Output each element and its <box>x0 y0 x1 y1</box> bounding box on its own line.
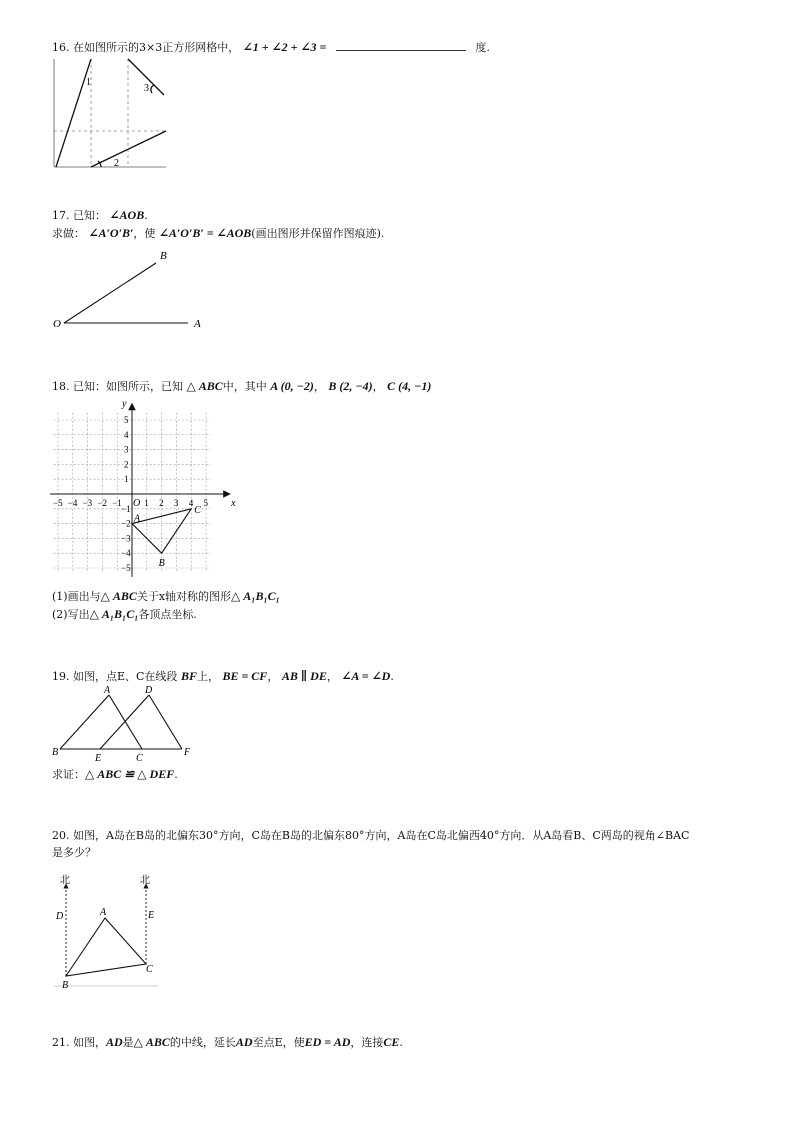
q18-x-axis-label: x <box>231 498 236 509</box>
q17-label-o: O <box>53 318 61 330</box>
q18-point-a-label: A <box>134 513 141 525</box>
q21-mid1: 是 <box>122 1036 134 1049</box>
q18-sep-2: ， <box>372 380 384 393</box>
q19-condition-2: AB ∥ DE <box>281 669 327 683</box>
q18-x-tick: −3 <box>82 498 93 508</box>
q18-x-tick: −5 <box>53 498 63 508</box>
q19-label-f: F <box>184 747 191 758</box>
q19-label-b: B <box>52 747 59 758</box>
q18-coordinate-plane <box>50 398 240 583</box>
q18-y-tick: −3 <box>121 533 131 544</box>
q19-end: . <box>390 670 394 683</box>
q21-prefix: 21. 如图， <box>52 1036 106 1049</box>
q16-expression: ∠1 + ∠2 + ∠3 = <box>242 40 327 54</box>
q17-line2-mid: ，使 <box>133 227 156 240</box>
q16-answer-blank[interactable] <box>336 40 466 51</box>
q19-sep-2: ， <box>326 670 338 683</box>
q16-label-3: 3 <box>144 83 149 94</box>
q20-north-right: 北 <box>140 875 150 886</box>
q18-y-tick: 3 <box>124 444 129 455</box>
q17-task-angle: ∠A′O′B′ <box>88 226 134 240</box>
q21-segment-ad: AD <box>106 1035 123 1049</box>
q18-triangle: △ ABC <box>186 379 223 393</box>
q18-point-b-label: B <box>158 558 165 570</box>
q21-end: . <box>399 1036 403 1049</box>
q17-given-angle: ∠AOB <box>109 208 145 222</box>
q18-x-tick: 3 <box>173 498 179 508</box>
q21-segment-ad-2: AD <box>235 1035 253 1049</box>
q18-y-axis-label: y <box>122 398 127 410</box>
q17-line1-suffix: . <box>144 209 148 222</box>
q17-angle-figure <box>48 245 218 335</box>
q20-label-d: D <box>56 911 64 922</box>
q17-task-label: 求做： <box>52 227 85 240</box>
q18-y-tick: −1 <box>121 503 131 514</box>
q18-x-tick: 5 <box>203 498 208 508</box>
q18-text <box>52 379 431 394</box>
q18-y-tick: −2 <box>121 518 131 529</box>
q20-line2: 是多少？ <box>52 846 96 859</box>
q16-suffix: 度. <box>475 41 490 54</box>
q19-prefix: 19. 如图，点E、C在线段 <box>52 670 178 683</box>
q18-x-tick: −2 <box>97 498 107 508</box>
q19-triangles-figure <box>50 683 200 763</box>
q18-x-tick: 4 <box>188 498 194 508</box>
q20-label-c: C <box>146 964 153 975</box>
q18-y-tick: −4 <box>121 548 131 559</box>
q18-part1-mid: 关于x轴对称的图形 <box>136 590 232 603</box>
q18-coord-c: C (4, −1) <box>387 379 432 393</box>
q17-line1 <box>52 208 148 223</box>
q19-condition-3: ∠A = ∠D <box>341 669 391 683</box>
q18-x-tick-labels <box>53 498 209 508</box>
q18-x-tick: 1 <box>144 498 149 508</box>
q21-mid3: 至点E，使 <box>252 1036 305 1049</box>
q17-line2-suffix: (画出图形并保留作图痕迹). <box>251 227 385 240</box>
q19-label-e: E <box>95 753 102 763</box>
q18-sep-1: ， <box>313 380 325 393</box>
q16-label-2: 2 <box>114 158 119 169</box>
q17-line2 <box>52 226 384 241</box>
q18-x-tick: 2 <box>159 498 164 508</box>
q21-triangle: △ ABC <box>133 1035 170 1049</box>
q20-islands-figure <box>50 866 165 991</box>
q18-coord-a: A (0, −2) <box>270 379 314 393</box>
q20-north-left: 北 <box>60 875 70 886</box>
q17-task-equation: ∠A′O′B′ = ∠AOB <box>158 226 252 240</box>
q21-segment-ce: CE <box>383 1035 400 1049</box>
q19-condition-1: BE = CF <box>222 669 268 683</box>
q18-part1-image-triangle: △ A₁B₁C₁ <box>231 589 280 603</box>
q20-line1: 20. 如图，A岛在B岛的北偏东30°方向，C岛在B岛的北偏东80°方向，A岛在C岛北偏西40°方向．从A岛看B、C两岛的视角∠BAC <box>52 829 690 842</box>
q18-part1-prefix: (1)画出与 <box>52 590 101 603</box>
q18-part1-triangle: △ ABC <box>100 589 137 603</box>
q18-y-tick: −5 <box>121 563 131 573</box>
q21-mid2: 的中线，延长 <box>169 1036 236 1049</box>
q16-grid-figure <box>50 55 170 175</box>
q16-text <box>52 40 490 55</box>
q19-sep-1: ， <box>267 670 279 683</box>
q18-y-tick: 4 <box>124 429 129 440</box>
q17-label-a: A <box>194 318 201 330</box>
q18-coord-b: B (2, −4) <box>328 379 373 393</box>
q18-y-tick: 5 <box>124 415 129 425</box>
q18-prefix: 18. 已知：如图所示，已知 <box>52 380 183 393</box>
q18-origin-label: O <box>133 498 141 509</box>
q19-prove <box>52 767 178 782</box>
q20-label-a: A <box>100 907 107 918</box>
q18-part2 <box>52 607 197 622</box>
q19-segment-bf: BF <box>180 669 197 683</box>
q17-label-b: B <box>160 250 167 262</box>
q19-label-c: C <box>136 753 143 763</box>
q19-mid: 上， <box>196 670 219 683</box>
q18-y-tick: 1 <box>124 474 129 485</box>
q21-mid4: ，连接 <box>350 1036 384 1049</box>
q20-label-e: E <box>148 910 155 921</box>
q18-y-tick: 2 <box>124 459 129 470</box>
q18-x-tick: −4 <box>67 498 78 508</box>
q18-point-c-label: C <box>194 504 201 516</box>
q21-text <box>52 1035 403 1050</box>
q16-prefix: 16. 在如图所示的3×3正方形网格中， <box>52 41 240 54</box>
q19-label-a: A <box>104 685 111 696</box>
q19-prove-prefix: 求证： <box>52 768 85 781</box>
q18-axes <box>50 404 230 577</box>
q18-part1 <box>52 589 280 604</box>
q18-part2-triangle: △ A₁B₁C₁ <box>89 607 139 621</box>
q18-x-tick: −1 <box>112 498 122 508</box>
q19-prove-suffix: . <box>174 768 178 781</box>
q21-condition: ED = AD <box>304 1035 351 1049</box>
q17-given-label: 17. 已知： <box>52 209 106 222</box>
q18-part2-suffix: 各顶点坐标. <box>138 608 197 621</box>
q18-part2-prefix: (2)写出 <box>52 608 90 621</box>
q16-label-1: 1 <box>86 77 91 88</box>
q19-prove-statement: △ ABC ≌ △ DEF <box>85 767 175 781</box>
q19-label-d: D <box>145 685 153 696</box>
q19-text <box>52 669 394 684</box>
q20-label-b: B <box>62 980 69 991</box>
q18-mid: 中，其中 <box>222 380 267 393</box>
